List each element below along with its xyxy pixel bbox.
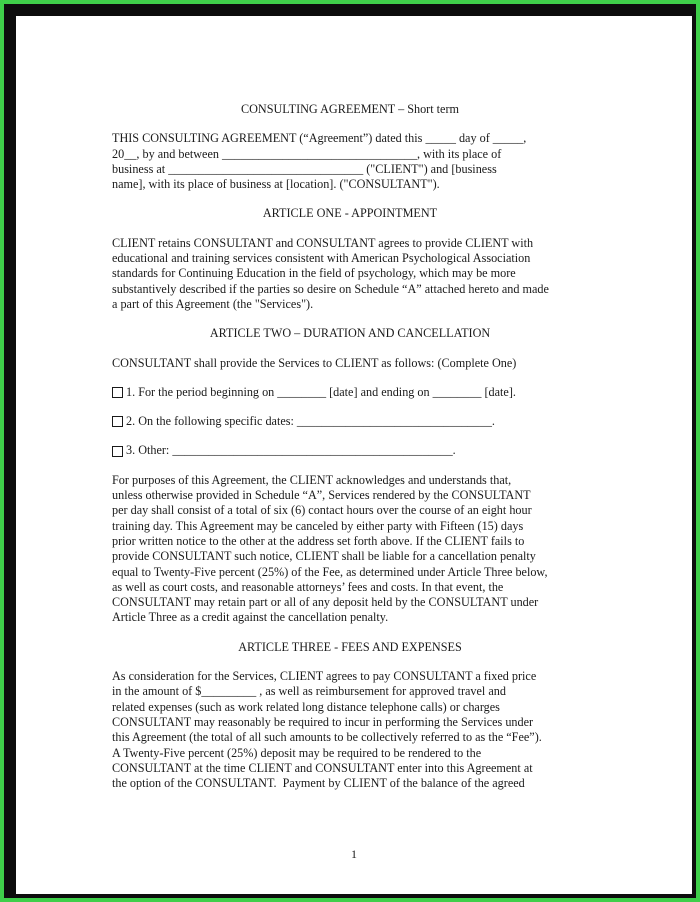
- option-3-checkbox[interactable]: [112, 446, 123, 457]
- article-one-heading: ARTICLE ONE - APPOINTMENT: [262, 206, 438, 221]
- article-one-line: educational and training services consistent with American Psychological Association: [112, 251, 531, 266]
- article-two-line: training day. This Agreement may be canceled by either party with Fifteen (15) days: [112, 518, 524, 533]
- article-two-paragraph: [112, 473, 588, 626]
- article-one-line: substantively described if the parties so desire on Schedule “A” attached hereto and made: [112, 281, 549, 296]
- article-three-paragraph: [112, 669, 588, 791]
- option-2-label: 2. On the following specific dates: ________________________________.: [126, 414, 495, 429]
- article-three-line: CONSULTANT may reasonably be required to incur in performing the Services under: [112, 714, 534, 729]
- option-1-label: 1. For the period beginning on ________ [date] and ending on ________ [date].: [126, 384, 516, 399]
- article-three-line: A Twenty-Five percent (25%) deposit may be required to be rendered to the: [112, 745, 482, 760]
- article-three-line: this Agreement (the total of all such amounts to be collectively referred to as the “Fee”).: [112, 730, 542, 745]
- article-three-line: related expenses (such as work related long distance telephone calls) or charges: [112, 699, 500, 714]
- document-title: CONSULTING AGREEMENT – Short term: [240, 102, 460, 116]
- article-three-line: As consideration for the Services, CLIENT agrees to pay CONSULTANT a fixed price: [112, 669, 537, 684]
- article-three-line: the option of the CONSULTANT. Payment by CLIENT of the balance of the agreed: [112, 776, 525, 791]
- option-2-checkbox[interactable]: [112, 416, 123, 427]
- article-two-line: unless otherwise provided in Schedule “A”, Services rendered by the CONSULTANT: [112, 488, 531, 503]
- article-two-instruction: CONSULTANT shall provide the Services to CLIENT as follows: (Complete One): [112, 355, 517, 370]
- article-two-line: equal to Twenty-Five percent (25%) of the Fee, as determined under Article Three below,: [112, 564, 548, 579]
- article-two-heading: ARTICLE TWO – DURATION AND CANCELLATION: [209, 326, 491, 341]
- intro-line: business at ________________________________ ("CLIENT") and [business: [112, 161, 497, 176]
- option-2[interactable]: [112, 414, 588, 429]
- article-one-line: CLIENT retains CONSULTANT and CONSULTANT agrees to provide CLIENT with: [112, 235, 534, 250]
- article-one-line: a part of this Agreement (the "Services").: [112, 296, 314, 311]
- article-one-paragraph: [112, 236, 588, 312]
- article-two-line: provide CONSULTANT such notice, CLIENT shall be liable for a cancellation penalty: [112, 549, 536, 564]
- document-page: [16, 16, 692, 894]
- article-two-line: as well as court costs, and reasonable attorneys’ fees and costs. In that event, the: [112, 579, 504, 594]
- article-three-heading: ARTICLE THREE - FEES AND EXPENSES: [238, 639, 462, 654]
- option-1-checkbox[interactable]: [112, 387, 123, 398]
- intro-line: 20__, by and between ________________________________, with its place of: [112, 146, 502, 161]
- option-3[interactable]: [112, 443, 588, 458]
- article-two-line: For purposes of this Agreement, the CLIENT acknowledges and understands that,: [112, 472, 512, 487]
- article-two-line: Article Three as a credit against the cancellation penalty.: [112, 610, 389, 625]
- intro-paragraph: [112, 131, 588, 192]
- article-one-line: standards for Continuing Education in the field of psychology, which may be more: [112, 266, 516, 281]
- intro-line: name], with its place of business at [location]. ("CONSULTANT").: [112, 177, 440, 192]
- article-two-line: per day shall consist of a total of six (6) contact hours over the course of an eight hour: [112, 503, 532, 518]
- intro-line: THIS CONSULTING AGREEMENT (“Agreement”) dated this _____ day of _____,: [112, 131, 527, 146]
- article-three-line: in the amount of $_________ , as well as reimbursement for approved travel and: [112, 684, 506, 699]
- document-body: [112, 102, 588, 791]
- option-1[interactable]: [112, 385, 588, 400]
- option-3-label: 3. Other: ______________________________________________.: [126, 443, 456, 458]
- article-two-line: CONSULTANT may retain part or all of any deposit held by the CONSULTANT under: [112, 595, 539, 610]
- article-two-line: prior written notice to the other at the address set forth above. If the CLIENT fails to: [112, 533, 525, 548]
- page-number: 1: [351, 847, 357, 861]
- article-three-line: CONSULTANT at the time CLIENT and CONSULTANT enter into this Agreement at: [112, 760, 533, 775]
